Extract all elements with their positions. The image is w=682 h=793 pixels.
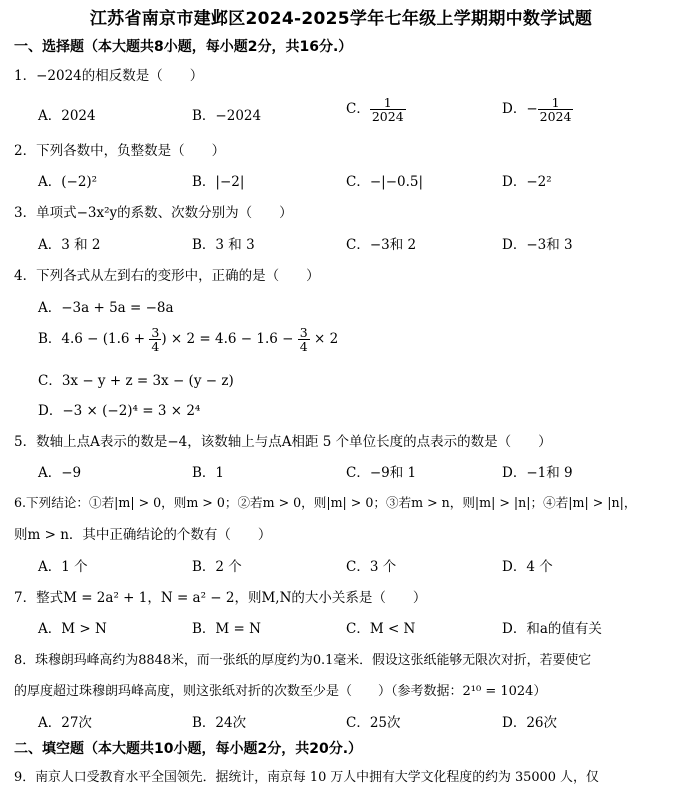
- question-3-option-a: A．3 和 2: [38, 237, 101, 253]
- question-7-option-d: D．和a的值有关: [502, 621, 602, 637]
- section-heading-choice: 一、选择题（本大题共8小题，每小题2分，共16分.）: [14, 39, 353, 55]
- question-6-option-c: C．3 个: [346, 559, 397, 575]
- denominator: 4: [299, 339, 308, 355]
- question-8-option-a: A．27次: [38, 715, 92, 731]
- question-3-stem: 3．单项式−3x²y的系数、次数分别为（ ）: [14, 205, 293, 221]
- option-b-part: ) × 2 = 4.6 − 1.6 −: [161, 331, 298, 348]
- question-7-stem: 7．整式M = 2a² + 1，N = a² − 2，则M,N的大小关系是（ ）: [14, 590, 427, 606]
- question-1-option-c: [346, 96, 406, 123]
- question-2-option-c: C．−|−0.5|: [346, 174, 424, 190]
- question-8-option-d: D．26次: [502, 715, 558, 731]
- question-1-option-b: B．−2024: [192, 108, 262, 124]
- question-3-option-d: D．−3和 3: [502, 237, 573, 253]
- fraction: [298, 326, 310, 353]
- question-7-option-a: A．M > N: [38, 621, 107, 637]
- option-label: C．: [346, 101, 370, 118]
- question-4-option-c: C．3x − y + z = 3x − (y − z): [38, 373, 234, 389]
- denominator: 2024: [539, 109, 572, 125]
- question-2-option-a: A．(−2)²: [38, 174, 98, 190]
- question-2-option-d: D．−2²: [502, 174, 552, 190]
- question-7-option-b: B．M = N: [192, 621, 261, 637]
- numerator: 1: [383, 95, 392, 110]
- option-label: D．−: [502, 101, 538, 118]
- page-title: 江苏省南京市建邺区2024-2025学年七年级上学期期中数学试题: [89, 9, 593, 29]
- question-9-stem: 9．南京人口受教育水平全国领先．据统计，南京每 10 万人中拥有大学文化程度的约为 35000 人，仅: [14, 770, 599, 785]
- denominator: 4: [151, 339, 160, 355]
- question-5-option-b: B．1: [192, 465, 225, 481]
- question-8-option-b: B．24次: [192, 715, 247, 731]
- question-6-stem-line-2: 则m > n．其中正确结论的个数有（ ）: [14, 527, 272, 543]
- question-7-option-c: C．M < N: [346, 621, 416, 637]
- question-6-option-b: B．2 个: [192, 559, 242, 575]
- question-2-option-b: B．|−2|: [192, 174, 245, 190]
- question-5-option-d: D．−1和 9: [502, 465, 573, 481]
- section-heading-fill: 二、填空题（本大题共10小题，每小题2分，共20分.）: [14, 741, 363, 757]
- denominator: 2024: [371, 109, 404, 125]
- numerator: 3: [151, 325, 160, 340]
- question-5-option-c: C．−9和 1: [346, 465, 417, 481]
- question-8-option-c: C．25次: [346, 715, 401, 731]
- numerator: 1: [551, 95, 560, 110]
- fraction: [538, 96, 574, 123]
- question-4-option-b: [38, 326, 338, 353]
- question-5-stem: 5．数轴上点A表示的数是−4，该数轴上与点A相距 5 个单位长度的点表示的数是（ ）: [14, 434, 552, 450]
- question-4-stem: 4．下列各式从左到右的变形中，正确的是（ ）: [14, 268, 320, 284]
- option-b-part: B．4.6 − (1.6 +: [38, 331, 150, 348]
- fraction: [370, 96, 406, 123]
- question-6-option-d: D．4 个: [502, 559, 553, 575]
- question-8-stem-line-1: 8．珠穆朗玛峰高约为8848米，而一张纸的厚度约为0.1毫米．假设这张纸能够无限次对折，若要使它: [14, 653, 592, 668]
- question-6-stem-line-1: 6.下列结论：①若|m| > 0，则m > 0；②若m > 0，则|m| > 0；③若m > n，则|m| > |n|；④若|m| > |n|，: [14, 495, 637, 510]
- question-6-option-a: A．1 个: [38, 559, 88, 575]
- question-3-option-b: B．3 和 3: [192, 237, 255, 253]
- question-1-option-a: A．2024: [38, 108, 96, 124]
- fraction: [149, 326, 161, 353]
- numerator: 3: [299, 325, 308, 340]
- question-4-option-a: A．−3a + 5a = −8a: [38, 300, 174, 316]
- question-4-option-d: D．−3 × (−2)⁴ = 3 × 2⁴: [38, 403, 201, 419]
- question-3-option-c: C．−3和 2: [346, 237, 417, 253]
- question-1-option-d: [502, 96, 573, 123]
- option-b-part: × 2: [309, 331, 339, 348]
- question-2-stem: 2．下列各数中，负整数是（ ）: [14, 143, 226, 159]
- question-5-option-a: A．−9: [38, 465, 82, 481]
- question-1-stem: 1．−2024的相反数是（ ）: [14, 68, 204, 84]
- question-8-stem-line-2: 的厚度超过珠穆朗玛峰高度，则这张纸对折的次数至少是（ ）（参考数据：2¹⁰ = 1024）: [14, 684, 547, 699]
